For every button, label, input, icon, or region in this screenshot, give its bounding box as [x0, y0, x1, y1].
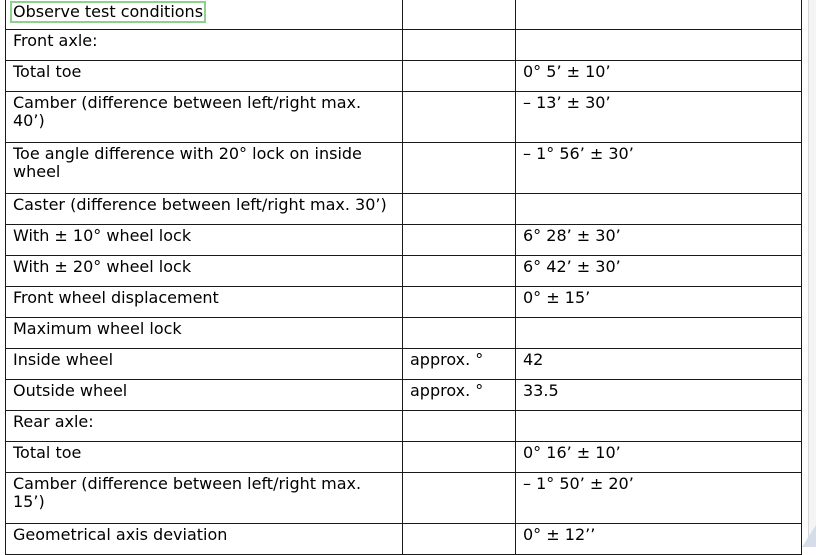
resize-corner-icon	[802, 525, 816, 547]
table-row	[6, 0, 802, 30]
row-label-cell: Outside wheel	[6, 380, 403, 411]
wheel-alignment-table	[5, 0, 802, 555]
row-label-cell: Geometrical axis deviation	[6, 524, 403, 555]
table-row	[6, 318, 802, 349]
table-row	[6, 30, 802, 61]
vertical-scrollbar[interactable]	[808, 0, 816, 547]
row-value-cell: – 13’ ± 30’	[516, 92, 802, 143]
table-row	[6, 92, 802, 143]
table-row	[6, 287, 802, 318]
row-label-cell: Front axle:	[6, 30, 403, 61]
table-row	[6, 349, 802, 380]
row-unit-cell	[403, 225, 516, 256]
row-unit-cell	[403, 287, 516, 318]
row-label-cell	[6, 0, 403, 30]
table-row	[6, 473, 802, 524]
row-value-cell: 42	[516, 349, 802, 380]
row-unit-cell: approx. °	[403, 349, 516, 380]
row-value-cell	[516, 194, 802, 225]
table-row	[6, 225, 802, 256]
row-label-cell: With ± 10° wheel lock	[6, 225, 403, 256]
row-label-cell: With ± 20° wheel lock	[6, 256, 403, 287]
table-row	[6, 524, 802, 555]
row-value-cell: 0° ± 12’’	[516, 524, 802, 555]
row-value-cell: 0° ± 15’	[516, 287, 802, 318]
row-unit-cell	[403, 61, 516, 92]
row-unit-cell	[403, 318, 516, 349]
row-value-cell: 0° 5’ ± 10’	[516, 61, 802, 92]
row-label-cell: Total toe	[6, 442, 403, 473]
row-value-cell	[516, 0, 802, 30]
row-label-cell: Camber (difference between left/right max. 40’)	[6, 92, 403, 143]
row-label-cell: Inside wheel	[6, 349, 403, 380]
row-label-cell: Maximum wheel lock	[6, 318, 403, 349]
row-value-cell: 6° 28’ ± 30’	[516, 225, 802, 256]
row-unit-cell	[403, 524, 516, 555]
row-unit-cell	[403, 473, 516, 524]
row-value-cell: – 1° 56’ ± 30’	[516, 143, 802, 194]
table-row	[6, 194, 802, 225]
row-label-cell: Rear axle:	[6, 411, 403, 442]
table-row	[6, 380, 802, 411]
row-label-cell: Front wheel displacement	[6, 287, 403, 318]
row-unit-cell: approx. °	[403, 380, 516, 411]
row-unit-cell	[403, 194, 516, 225]
row-unit-cell	[403, 0, 516, 30]
table-row	[6, 61, 802, 92]
row-unit-cell	[403, 143, 516, 194]
row-value-cell	[516, 411, 802, 442]
table-row	[6, 143, 802, 194]
row-label-cell: Total toe	[6, 61, 403, 92]
table-row	[6, 442, 802, 473]
row-unit-cell	[403, 30, 516, 61]
row-unit-cell	[403, 411, 516, 442]
row-value-cell: 33.5	[516, 380, 802, 411]
row-unit-cell	[403, 256, 516, 287]
row-label-cell: Camber (difference between left/right max. 15’)	[6, 473, 403, 524]
row-value-cell: 6° 42’ ± 30’	[516, 256, 802, 287]
table-row	[6, 256, 802, 287]
row-label-cell: Toe angle difference with 20° lock on inside wheel	[6, 143, 403, 194]
row-value-cell	[516, 318, 802, 349]
row-unit-cell	[403, 92, 516, 143]
row-label-cell: Caster (difference between left/right max. 30’)	[6, 194, 403, 225]
row-value-cell: 0° 16’ ± 10’	[516, 442, 802, 473]
observe-test-conditions-link[interactable]: Observe test conditions	[13, 2, 204, 21]
row-value-cell	[516, 30, 802, 61]
table-row	[6, 411, 802, 442]
row-unit-cell	[403, 442, 516, 473]
row-value-cell: – 1° 50’ ± 20’	[516, 473, 802, 524]
